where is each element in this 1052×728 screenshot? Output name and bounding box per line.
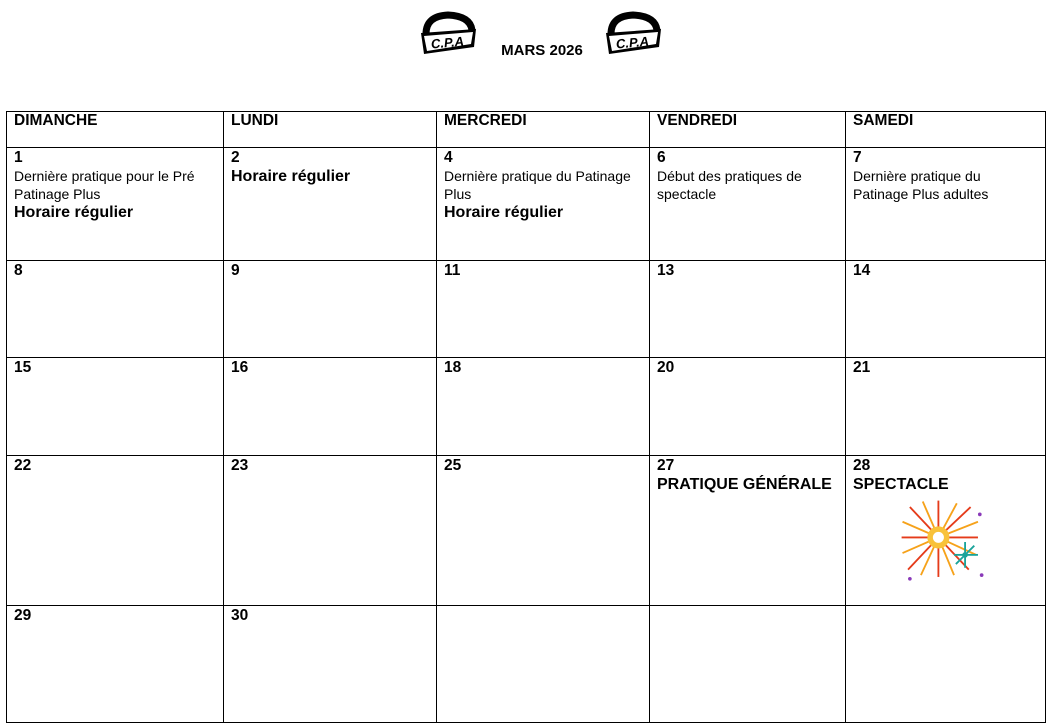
weekday-header: DIMANCHE bbox=[7, 112, 224, 148]
page-header bbox=[0, 0, 1052, 70]
logo-text: C.P.A bbox=[615, 33, 650, 52]
event-title: Horaire régulier bbox=[231, 168, 351, 185]
day-cell bbox=[846, 358, 1046, 456]
day-number: 27 bbox=[657, 457, 675, 474]
day-number: 22 bbox=[14, 457, 32, 474]
day-number: 11 bbox=[444, 262, 461, 279]
week-row bbox=[7, 261, 1046, 358]
week-row bbox=[7, 456, 1046, 606]
day-cell bbox=[7, 606, 224, 723]
day-cell bbox=[224, 358, 437, 456]
day-number: 30 bbox=[231, 607, 249, 624]
day-cell bbox=[437, 358, 650, 456]
day-cell bbox=[437, 148, 650, 261]
day-number: 1 bbox=[14, 149, 23, 166]
event-title: Horaire régulier bbox=[14, 204, 134, 221]
week-row bbox=[7, 358, 1046, 456]
weekday-header: MERCREDI bbox=[437, 112, 650, 148]
day-number: 16 bbox=[231, 359, 249, 376]
day-cell bbox=[846, 148, 1046, 261]
day-cell bbox=[846, 261, 1046, 358]
day-cell bbox=[437, 456, 650, 606]
day-cell bbox=[224, 148, 437, 261]
day-cell bbox=[7, 148, 224, 261]
day-number: 14 bbox=[853, 262, 871, 279]
day-cell bbox=[650, 261, 846, 358]
event-title: SPECTACLE bbox=[853, 476, 949, 493]
day-cell bbox=[224, 606, 437, 723]
day-cell bbox=[650, 148, 846, 261]
month-title: MARS 2026 bbox=[501, 42, 583, 59]
weekday-header-row bbox=[7, 112, 1046, 148]
event-note: Début des pratiques de spectacle bbox=[657, 168, 802, 202]
weekday-header: LUNDI bbox=[224, 112, 437, 148]
day-cell bbox=[650, 456, 846, 606]
week-row bbox=[7, 148, 1046, 261]
day-number: 9 bbox=[231, 262, 240, 279]
day-number: 20 bbox=[657, 359, 675, 376]
day-cell bbox=[7, 358, 224, 456]
day-number: 13 bbox=[657, 262, 675, 279]
day-number: 4 bbox=[444, 149, 453, 166]
event-title: PRATIQUE GÉNÉRALE bbox=[657, 476, 832, 493]
logo-text: C.P.A bbox=[430, 33, 465, 52]
day-number: 25 bbox=[444, 457, 462, 474]
day-cell bbox=[7, 261, 224, 358]
event-note: Dernière pratique du Patinage Plus adultes bbox=[853, 168, 989, 202]
day-cell bbox=[650, 358, 846, 456]
day-number: 2 bbox=[231, 149, 240, 166]
day-number: 8 bbox=[14, 262, 23, 279]
day-number: 6 bbox=[657, 149, 666, 166]
day-cell bbox=[7, 456, 224, 606]
day-number: 15 bbox=[14, 359, 32, 376]
day-cell bbox=[224, 261, 437, 358]
event-title: Horaire régulier bbox=[444, 204, 564, 221]
day-number: 18 bbox=[444, 359, 462, 376]
day-cell bbox=[224, 456, 437, 606]
day-number: 21 bbox=[853, 359, 871, 376]
day-number: 23 bbox=[231, 457, 249, 474]
weekday-header: SAMEDI bbox=[846, 112, 1046, 148]
cpa-logo-left bbox=[418, 10, 480, 56]
fireworks-icon bbox=[897, 496, 989, 588]
day-cell bbox=[437, 261, 650, 358]
event-note: Dernière pratique du Patinage Plus bbox=[444, 168, 631, 202]
cpa-logo-right bbox=[603, 10, 665, 56]
week-row bbox=[7, 606, 1046, 723]
event-note: Dernière pratique pour le Pré Patinage Plus bbox=[14, 168, 195, 202]
calendar-table bbox=[6, 111, 1046, 723]
day-number: 7 bbox=[853, 149, 862, 166]
day-number: 28 bbox=[853, 457, 871, 474]
empty-day-cell bbox=[846, 606, 1046, 723]
empty-day-cell bbox=[437, 606, 650, 723]
weekday-header: VENDREDI bbox=[650, 112, 846, 148]
day-cell bbox=[846, 456, 1046, 606]
day-number: 29 bbox=[14, 607, 32, 624]
empty-day-cell bbox=[650, 606, 846, 723]
